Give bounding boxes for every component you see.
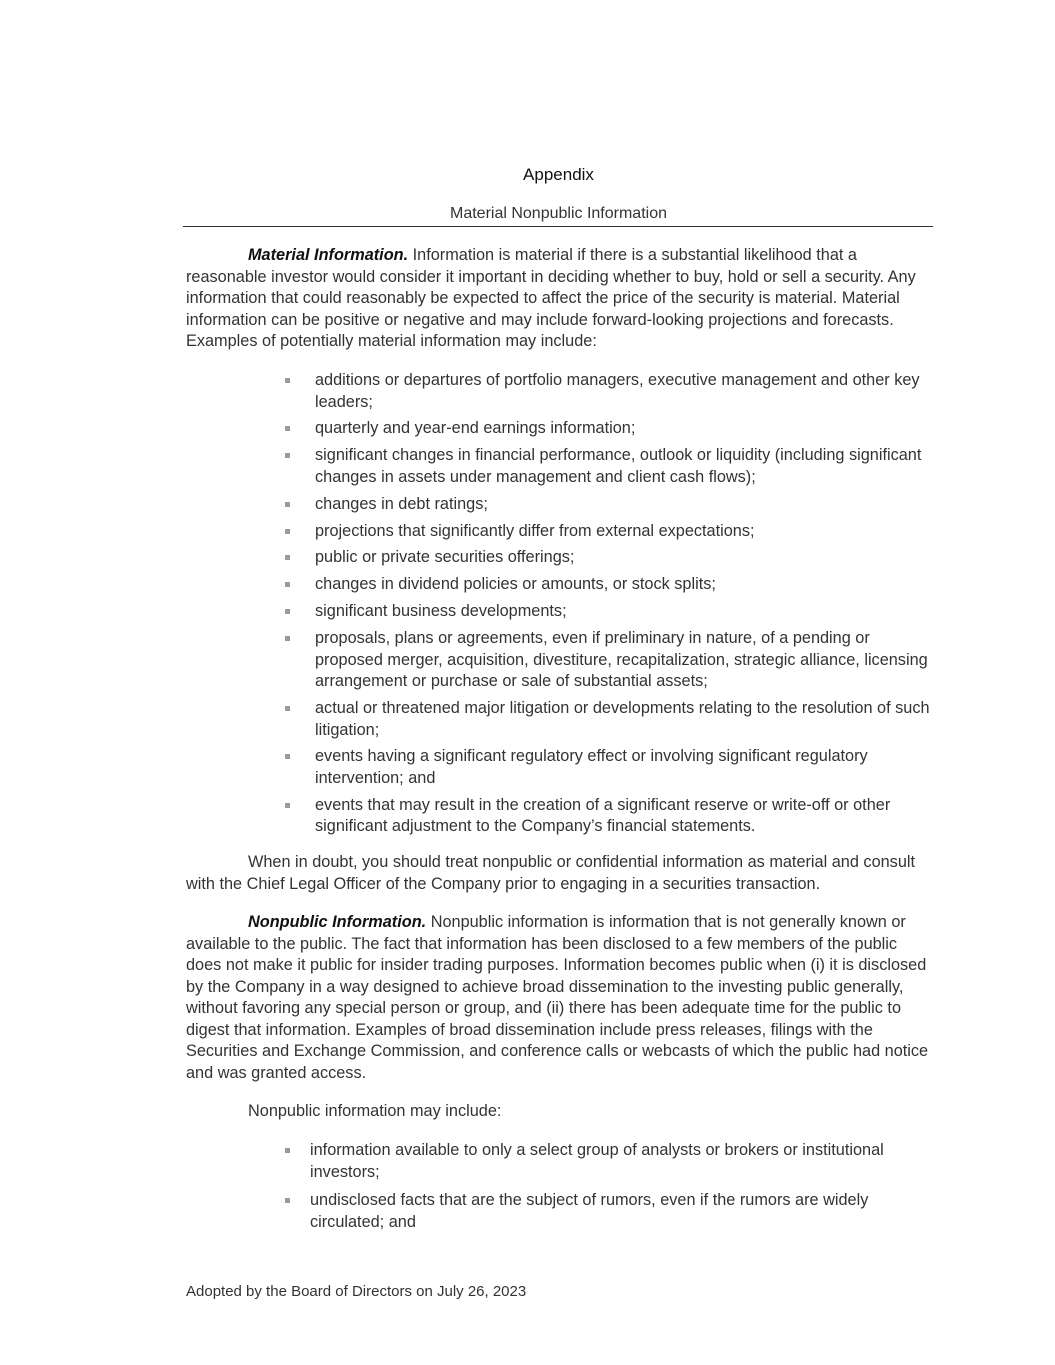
list-item: events having a significant regulatory effect or involving significant regulatory intervention; and [284,746,934,789]
bullet-icon [285,529,290,534]
list-item: events that may result in the creation of a significant reserve or write-off or other significant adjustment to the Company’s financial statements. [284,795,934,838]
bullet-icon [285,502,290,507]
list-item: additions or departures of portfolio managers, executive management and other key leaders; [284,370,934,413]
list-item: information available to only a select group of analysts or brokers or institutional investors; [284,1140,934,1183]
bullet-icon [285,426,290,431]
bullet-icon [285,706,290,711]
list-item: quarterly and year-end earnings information; [284,418,934,440]
list-item: proposals, plans or agreements, even if preliminary in nature, of a pending or proposed merger, acquisition, divestiture, recapitalization, strategic alliance, licensing arrangement or purchase or sale of substantial assets; [284,628,934,693]
nonpublic-intro-paragraph [186,1101,934,1123]
list-item: projections that significantly differ from external expectations; [284,521,934,543]
nonpublic-information-lead: Nonpublic Information. [248,913,427,931]
doubt-paragraph [186,852,934,895]
material-information-text: Information is material if there is a substantial likelihood that a reasonable investor would consider it important in deciding whether to buy, hold or sell a security. Any information that could reasonably be expected to affect the price of the security is material. Material information can be positive or negative and may include forward-looking projections and forecasts. Examples of potentially material information may include: [186,246,916,350]
bullet-icon [285,453,290,458]
bullet-icon [285,555,290,560]
list-item: changes in dividend policies or amounts, or stock splits; [284,574,934,596]
bullet-icon [285,754,290,759]
bullet-icon [285,378,290,383]
bullet-icon [285,1198,290,1203]
bullet-icon [285,1148,290,1153]
section-title: Material Nonpublic Information [450,205,667,222]
list-item: significant business developments; [284,601,934,623]
list-item: significant changes in financial performance, outlook or liquidity (including significant changes in assets under management and client cash flows); [284,445,934,488]
list-item: changes in debt ratings; [284,494,934,516]
bullet-icon [285,609,290,614]
title-divider [183,226,933,227]
doubt-paragraph-text: When in doubt, you should treat nonpublic or confidential information as material and consult with the Chief Legal Officer of the Company prior to engaging in a securities transaction. [186,853,916,893]
appendix-title: Appendix [523,165,594,184]
material-information-lead: Material Information. [248,246,409,264]
bullet-icon [285,582,290,587]
nonpublic-intro-text: Nonpublic information may include: [248,1102,502,1120]
material-examples-list [284,370,934,843]
list-item: undisclosed facts that are the subject of rumors, even if the rumors are widely circulated; and [284,1190,934,1233]
nonpublic-information-paragraph [186,912,934,1084]
nonpublic-examples-list [284,1140,934,1240]
list-item: actual or threatened major litigation or developments relating to the resolution of such litigation; [284,698,934,741]
nonpublic-information-text: Nonpublic information is information that is not generally known or available to the public. The fact that information has been disclosed to a few members of the public does not make it public for insider trading purposes. Information becomes public when (i) it is disclosed by the Company in a way designed to achieve broad dissemination to the investing public generally, without favoring any special person or group, and (ii) there has been adequate time for the public to digest that information. Examples of broad dissemination include press releases, filings with the Securities and Exchange Commission, and conference calls or webcasts of which the public had notice and was granted access. [186,913,929,1082]
footer-adoption-date: Adopted by the Board of Directors on July 26, 2023 [186,1283,527,1300]
list-item: public or private securities offerings; [284,547,934,569]
bullet-icon [285,636,290,641]
material-information-paragraph [186,245,934,353]
bullet-icon [285,803,290,808]
